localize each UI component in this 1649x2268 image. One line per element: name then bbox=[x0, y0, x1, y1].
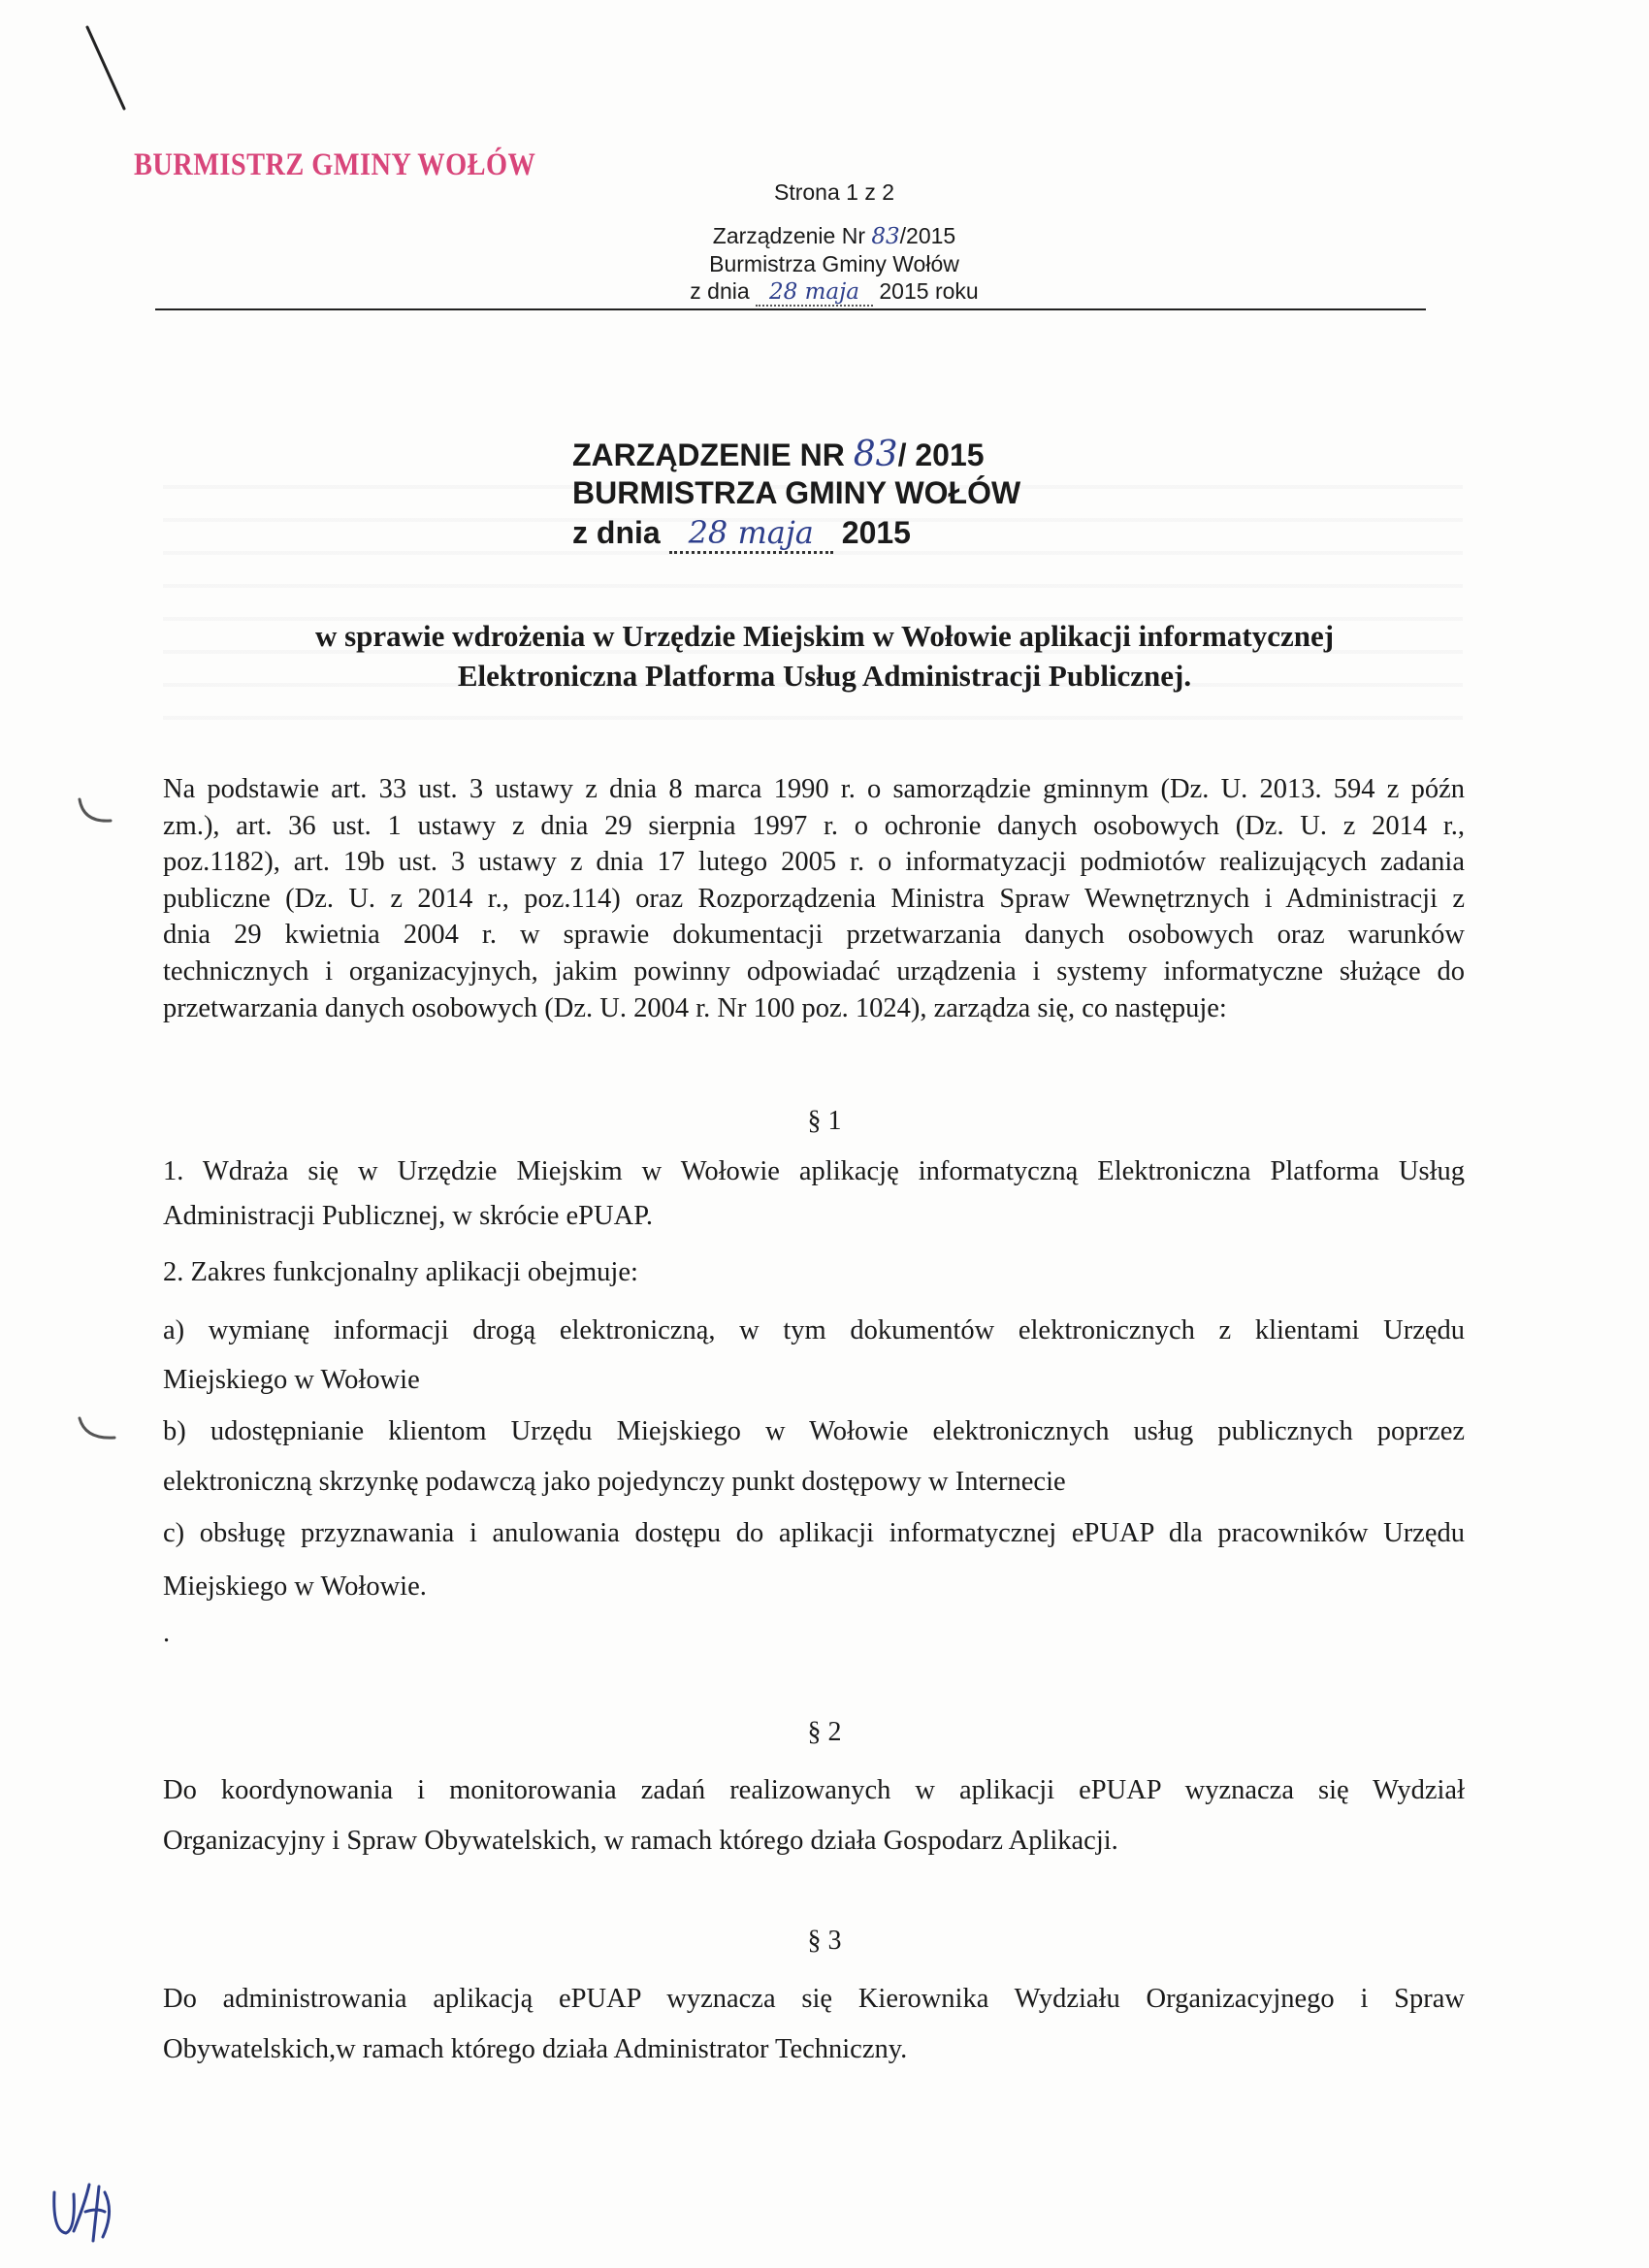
legal-basis-line: zm.), art. 36 ust. 1 ustawy z dnia 29 sierpnia 1997 r. o ochronie danych osobowych (Dz. U. z 2014 r., bbox=[163, 810, 1465, 841]
point-1-line: 1. Wdraża się w Urzędzie Miejskim w Wołowie aplikację informatyczną Elektroniczna Platforma Usług bbox=[163, 1156, 1465, 1186]
item-b-line: b) udostępnianie klientom Urzędu Miejskiego w Wołowie elektronicznych usług publicznych poprzez bbox=[163, 1416, 1465, 1446]
point-1-line: Administracji Publicznej, w skrócie ePUAP. bbox=[163, 1201, 654, 1231]
title-date-handwritten: 28 maja bbox=[669, 514, 833, 554]
item-a-line: Miejskiego w Wołowie bbox=[163, 1365, 420, 1395]
item-c-line: Miejskiego w Wołowie. bbox=[163, 1571, 427, 1602]
title-prefix: ZARZĄDZENIE NR bbox=[572, 437, 845, 472]
subject-line-2: Elektroniczna Platforma Usług Administracji Publicznej. bbox=[457, 659, 1192, 693]
subject bbox=[194, 616, 1455, 696]
check-mark-2 bbox=[76, 1414, 118, 1449]
order-prefix: Zarządzenie Nr bbox=[712, 223, 865, 248]
item-c-line: c) obsługę przyznawania i anulowania dostępu do aplikacji informatycznej ePUAP dla pracowników Urzędu bbox=[163, 1518, 1465, 1548]
date-suffix: 2015 roku bbox=[879, 278, 979, 304]
section-3-line: Obywatelskich,w ramach którego działa Administrator Techniczny. bbox=[163, 2034, 908, 2064]
section-2-heading: § 2 bbox=[807, 1717, 842, 1747]
date-prefix: z dnia bbox=[690, 278, 750, 304]
title-year: 2015 bbox=[841, 515, 911, 550]
section-2-line: Do koordynowania i monitorowania zadań realizowanych w aplikacji ePUAP wyznacza się Wydział bbox=[163, 1775, 1465, 1805]
item-a-line: a) wymianę informacji drogą elektroniczną, w tym dokumentów elektronicznych z klientami Urzędu bbox=[163, 1315, 1465, 1345]
corner-pen-mark bbox=[78, 19, 136, 116]
legal-basis-line: publiczne (Dz. U. z 2014 r., poz.114) oraz Rozporządzenia Ministra Spraw Wewnętrznych i Administracji z bbox=[163, 883, 1465, 914]
title-suffix: / 2015 bbox=[897, 437, 985, 472]
order-number-handwritten: 83 bbox=[871, 224, 900, 249]
title-line-1 bbox=[572, 435, 1077, 474]
section-3-heading: § 3 bbox=[807, 1926, 842, 1956]
section-1-point-2: 2. Zakres funkcjonalny aplikacji obejmuje: bbox=[163, 1257, 638, 1287]
order-issuer: Burmistrza Gminy Wołów bbox=[709, 251, 959, 276]
legal-basis-line: poz.1182), art. 19b ust. 3 ustawy z dnia 17 lutego 2005 r. o informatyzacji podmiotów realizujących zadania bbox=[163, 847, 1465, 878]
order-suffix: /2015 bbox=[899, 223, 956, 248]
title-number-handwritten: 83 bbox=[853, 435, 898, 474]
legal-basis-line: Na podstawie art. 33 ust. 3 ustawy z dnia 8 marca 1990 r. o samorządzie gminnym (Dz. U. 2013. 594 z późn bbox=[163, 774, 1465, 804]
item-b-line: elektroniczną skrzynkę podawczą jako pojedynczy punkt dostępowy w Internecie bbox=[163, 1467, 1066, 1497]
legal-basis-line: technicznych i organizacyjnych, jakim powinny odpowiadać urządzenia i systemy informatyczne służące do bbox=[163, 956, 1465, 987]
section-1-heading: § 1 bbox=[807, 1106, 842, 1136]
section-1-item-a bbox=[163, 1306, 1465, 1405]
order-reference bbox=[592, 223, 1077, 249]
title-date-prefix: z dnia bbox=[572, 515, 661, 550]
issuer-stamp: BURMISTRZ GMINY WOŁÓW bbox=[134, 147, 536, 182]
legal-basis-line: przetwarzania danych osobowych (Dz. U. 2004 r. Nr 100 poz. 1024), zarządza się, co następuje: bbox=[163, 992, 1227, 1023]
header-rule bbox=[155, 308, 1426, 310]
initials-signature bbox=[47, 2173, 124, 2251]
check-mark-1 bbox=[76, 794, 114, 832]
legal-basis-paragraph bbox=[163, 771, 1465, 1026]
subject-line-1: w sprawie wdrożenia w Urzędzie Miejskim w Wołowie aplikacji informatycznej bbox=[314, 619, 1335, 653]
legal-basis-line: dnia 29 kwietnia 2004 r. w sprawie dokumentacji przetwarzania danych osobowych oraz warunków bbox=[163, 920, 1465, 951]
date-handwritten: 28 maja bbox=[756, 279, 873, 307]
stray-dot: . bbox=[163, 1618, 171, 1648]
title-line-3 bbox=[572, 514, 1077, 551]
section-1-item-c bbox=[163, 1507, 1465, 1613]
section-3-line: Do administrowania aplikacją ePUAP wyznacza się Kierownika Wydziału Organizacyjnego i Spraw bbox=[163, 1984, 1465, 2014]
section-3-text bbox=[163, 1974, 1465, 2075]
title-line-2: BURMISTRZA GMINY WOŁÓW bbox=[572, 475, 1021, 510]
section-1-item-b bbox=[163, 1407, 1465, 1507]
section-2-line: Organizacyjny i Spraw Obywatelskich, w ramach którego działa Gospodarz Aplikacji. bbox=[163, 1826, 1118, 1856]
page-number: Strona 1 z 2 bbox=[773, 179, 895, 205]
section-2-text bbox=[163, 1766, 1465, 1866]
section-1-point-1 bbox=[163, 1150, 1465, 1239]
order-date bbox=[592, 278, 1077, 305]
